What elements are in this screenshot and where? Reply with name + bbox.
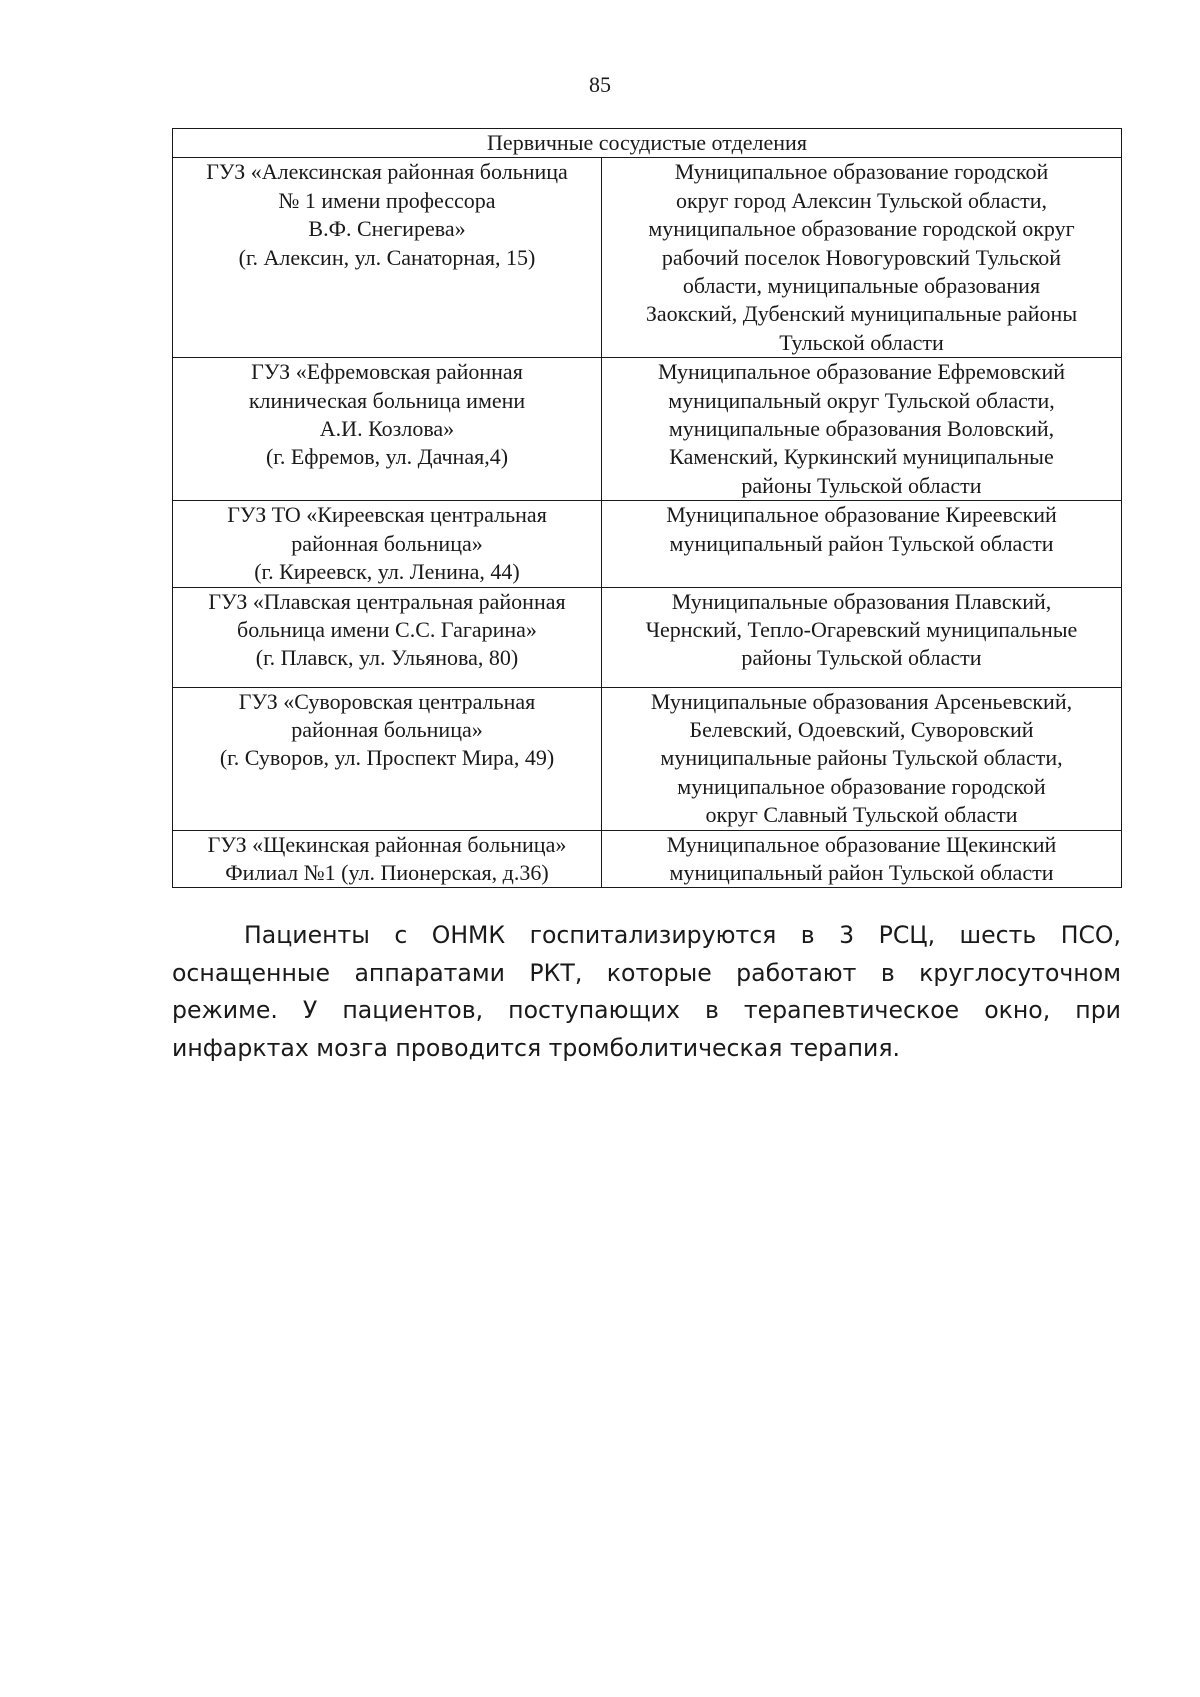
- institution-cell: ГУЗ «Суворовская центральная районная больница» (г. Суворов, ул. Проспект Мира, 49): [173, 687, 602, 830]
- territory-cell: Муниципальное образование Ефремовский муниципальный округ Тульской области, муниципальные образования Воловский, Каменский, Куркинский муниципальные районы Тульской области: [602, 358, 1122, 501]
- table-row: [173, 501, 1122, 587]
- territory-cell: Муниципальное образование городской округ город Алексин Тульской области, муниципальное образование городской округ рабочий поселок Новогуровский Тульской области, муниципальные образования Заокский, Дубенский муниципальные районы Тульской области: [602, 158, 1122, 358]
- territory-cell: Муниципальное образование Киреевский муниципальный район Тульской области: [602, 501, 1122, 587]
- territory-cell: Муниципальные образования Арсеньевский, Белевский, Одоевский, Суворовский муниципальные районы Тульской области, муниципальное образование городской округ Славный Тульской области: [602, 687, 1122, 830]
- institution-cell: ГУЗ «Алексинская районная больница № 1 имени профессора В.Ф. Снегирева» (г. Алексин, ул. Санаторная, 15): [173, 158, 602, 358]
- table-row: [173, 830, 1122, 888]
- table-row: [173, 358, 1122, 501]
- page-number: 85: [589, 72, 611, 97]
- institution-cell: ГУЗ «Щекинская районная больница» Филиал №1 (ул. Пионерская, д.36): [173, 830, 602, 888]
- institution-cell: ГУЗ «Плавская центральная районная больница имени С.С. Гагарина» (г. Плавск, ул. Ульянова, 80): [173, 587, 602, 687]
- vascular-departments-table: [172, 128, 1122, 888]
- territory-cell: Муниципальное образование Щекинский муниципальный район Тульской области: [602, 830, 1122, 888]
- institution-cell: ГУЗ «Ефремовская районная клиническая больница имени А.И. Козлова» (г. Ефремов, ул. Дачная,4): [173, 358, 602, 501]
- table-section-header-row: [173, 129, 1122, 158]
- table-row: [173, 587, 1122, 687]
- territory-cell: Муниципальные образования Плавский, Чернский, Тепло-Огаревский муниципальные районы Тульской области: [602, 587, 1122, 687]
- institution-cell: ГУЗ ТО «Киреевская центральная районная больница» (г. Киреевск, ул. Ленина, 44): [173, 501, 602, 587]
- table-row: [173, 158, 1122, 358]
- section-header: Первичные сосудистые отделения: [173, 129, 1122, 158]
- table-row: [173, 687, 1122, 830]
- body-paragraph: Пациенты с ОНМК госпитализируются в 3 РСЦ, шесть ПСО, оснащенные аппаратами РКТ, которые работают в круглосуточном режиме. У пациентов, поступающих в терапевтическое окно, при инфарктах мозга проводится тромболитическая терапия.: [172, 921, 1121, 1062]
